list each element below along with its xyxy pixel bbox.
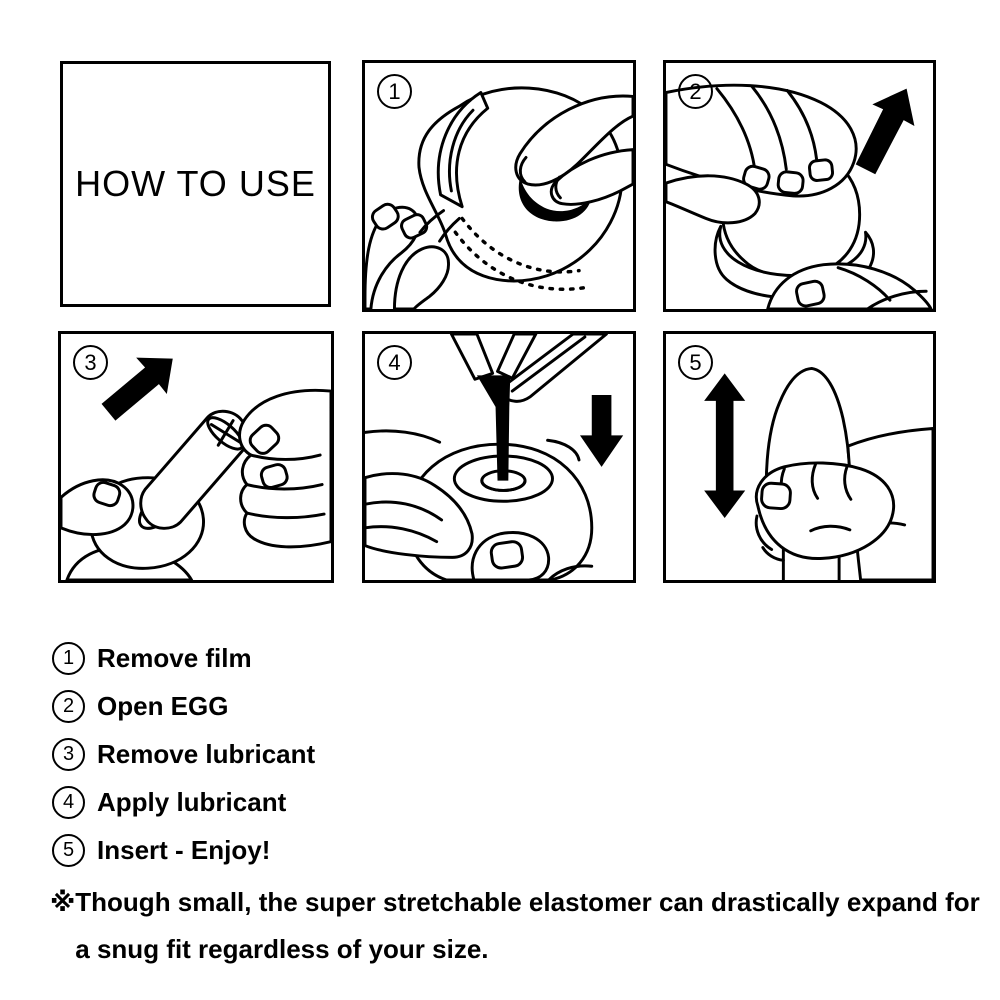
arrow-up-right-icon [856,89,915,175]
lubricant-tube-pouring [451,334,606,401]
step-label: Open EGG [97,690,229,721]
panel-step-1 [362,60,636,312]
step-number-circle: 2 [52,690,85,723]
arrow-up-down-icon [704,373,745,518]
step-2-badge: 2 [678,74,713,109]
panel-step-4 [362,331,636,583]
thumb-holding-shell [61,480,133,535]
step-list [52,634,315,874]
list-item [52,730,315,778]
step-1-badge: 1 [377,74,412,109]
panel-title [60,61,331,307]
step-label: Remove film [97,642,252,673]
step-label: Insert - Enjoy! [97,834,271,865]
panel-step-3 [58,331,334,583]
arrow-down-icon [580,395,623,467]
step-number-circle: 1 [52,642,85,675]
step-3-badge: 3 [73,345,108,380]
list-item [52,682,315,730]
list-item [52,778,315,826]
step-5-badge: 5 [678,345,713,380]
footnote-text: Though small, the super stretchable elastomer can drastically expand for a snug fit regardless of your size. [75,887,980,964]
page-title: HOW TO USE [75,163,316,204]
step-4-badge: 4 [377,345,412,380]
footnote [50,879,995,973]
arrow-up-right-icon [102,358,173,421]
step-label: Remove lubricant [97,738,316,769]
step-label: Apply lubricant [97,786,287,817]
step-number-circle: 3 [52,738,85,771]
panel-step-5 [663,331,936,583]
step-number-circle: 4 [52,786,85,819]
step-number-circle: 5 [52,834,85,867]
hand-pulling-tube [240,390,331,547]
panel-step-2 [663,60,936,312]
reference-mark: ※ [50,887,76,917]
list-item [52,826,315,874]
list-item [52,634,315,682]
